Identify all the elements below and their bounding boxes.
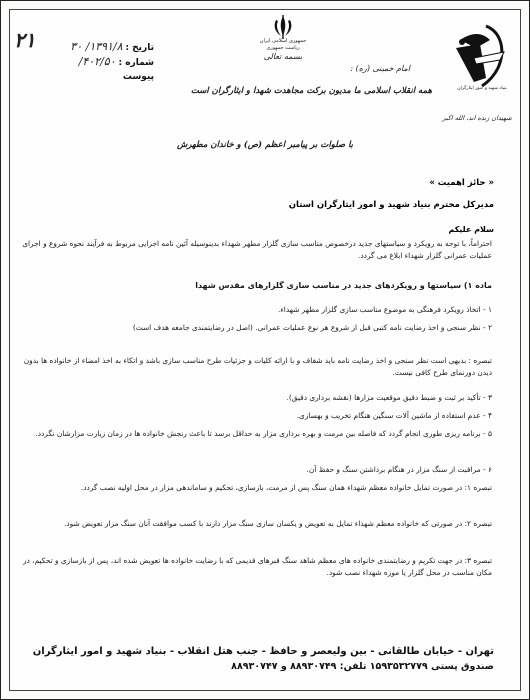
importance-note: « حائز اهمیت » xyxy=(429,178,494,188)
number-row xyxy=(42,55,154,70)
item-4: ۴ - عدم استفاده از ماشین آلات سنگین هنگام تخریب و بهسازی. xyxy=(296,411,492,420)
attachment-label: پیوست xyxy=(122,72,154,82)
bonyad-logo-icon xyxy=(446,18,516,96)
date-label: تاریخ : xyxy=(125,43,154,53)
document-page xyxy=(9,9,521,691)
date-value: ۱۳۹۱/۸/ ۳۰ xyxy=(70,40,123,53)
number-label: شماره : xyxy=(118,58,154,68)
item-6: ۶ - مراقبت از سنگ مزار در هنگام برداشتن سنگ و حفظ آن. xyxy=(306,465,492,474)
item-1: ۱ - اتخاذ رویکرد فرهنگی به موضوع مناسب سازی گلزار مطهر شهداء. xyxy=(277,305,492,314)
note-1: تبصره : بدیهی است نظر سنجی و اخذ رضایت نامه باید شفاف و با ارائه کلیات و جزئیات طرح مناسب سازی باشد و اتکاء به اخذ امضاء از خانواده ها بدون دیدن دورنمای طرح کافی نیست. xyxy=(23,356,492,377)
republic-line-2: ریاست جمهوری xyxy=(266,45,300,51)
date-row xyxy=(42,40,154,55)
item-2: ۲ - نظر سنجی و اخذ رضایت نامه کتبی قبل از شروع هر نوع عملیات عمرانی. (اصل در رضایتمندی جامعه هدف است) xyxy=(132,323,492,332)
republic-line-1: جمهوری اسلامی ایران xyxy=(259,38,307,44)
slogan-line-2: همه انقلاب اسلامی ما مدیون برکت مجاهدت شهدا و ایثارگران است xyxy=(190,86,432,96)
footer-contact: صندوق پستی ۱۵۹۳۵۳۲۷۷۹ تلفن: ۸۸۹۳۰۷۴۹ و ۸۸۹۳۰۷۴۷ xyxy=(231,661,494,672)
item-5: ۵ - برنامه ریزی طوری انجام گردد که فاصله بین مرمت و بهره برداری مزار به حداقل برسد تا باعث رنجش خانواده ها در زمان زیارت مزارشان نگردد. xyxy=(35,429,492,438)
article-title: ماده ۱) سیاستها و رویکردهای جدید در مناسب سازی گلزارهای مقدس شهدا xyxy=(195,281,492,290)
addressee: مدیرکل محترم بنیاد شهید و امور ایثارگران استان xyxy=(288,200,494,210)
attachment-row xyxy=(42,70,154,84)
number-value: ۴۰۲/۵۰/ xyxy=(78,55,116,68)
footer-address: تهران - خیابان طالقانی - بین ولیعصر و حافظ - جنب هتل انقلاب - بنیاد شهید و امور ایثارگران xyxy=(32,646,494,657)
salutation-line: با صلوات بر پیامبر اعظم (ص) و خاندان مطهرش xyxy=(176,140,354,150)
greeting: سلام علیکم xyxy=(448,225,494,234)
logo-text: بنیاد شهید و امور ایثارگران xyxy=(457,86,507,91)
reference-block xyxy=(42,40,154,84)
iran-emblem-icon xyxy=(270,14,296,40)
intro-paragraph: احتراماً، با توجه به رویکرد و سیاستهای جدید درخصوص مناسب سازی گلزار مطهر شهداء بدینوسیله آئین نامه اجرایی مربوط به فرآیند نحوه شروع و اجرای عملیات عمرانی گلزار شهداء ابلاغ می گردد. xyxy=(22,239,492,260)
note-3: تبصره ۲: در صورتی که خانواده معظم شهداء تمایل به تعویض و یکسان سازی سنگ مزار دارند با کسب موافقت آنان سنگ مزار تعویض شود. xyxy=(63,519,492,528)
note-2: تبصره ۱: در صورت تمایل خانواده معظم شهداء همان سنگ پس از مرمت، بازسازی، تحکیم و ساماندهی مزار در محل اولیه نصب گردد. xyxy=(80,483,492,492)
item-3: ۳ - تأکید بر ثبت و ضبط دقیق موقعیت مزارها (نقشه برداری دقیق). xyxy=(286,393,492,402)
margin-number: ۲۱ xyxy=(14,28,36,52)
note-4: تبصره ۳: در جهت تکریم و رضایتمندی خانواده های معظم شاهد سنگ قبرهای قدیمی که با رضایت خانواده ها تعویض شده اند، پس از بازسازی و تحکیم، در مکان مناسب در محل گلزار یا موزه شهداء نصب شود. xyxy=(22,556,492,577)
basmala: بسمه تعالی xyxy=(263,52,303,61)
logo-caption: شهیدان زنده اند، الله اکبر xyxy=(442,114,512,122)
slogan-line-1: امام خمینی (ره) : xyxy=(350,64,410,73)
republic-caption xyxy=(250,38,316,52)
